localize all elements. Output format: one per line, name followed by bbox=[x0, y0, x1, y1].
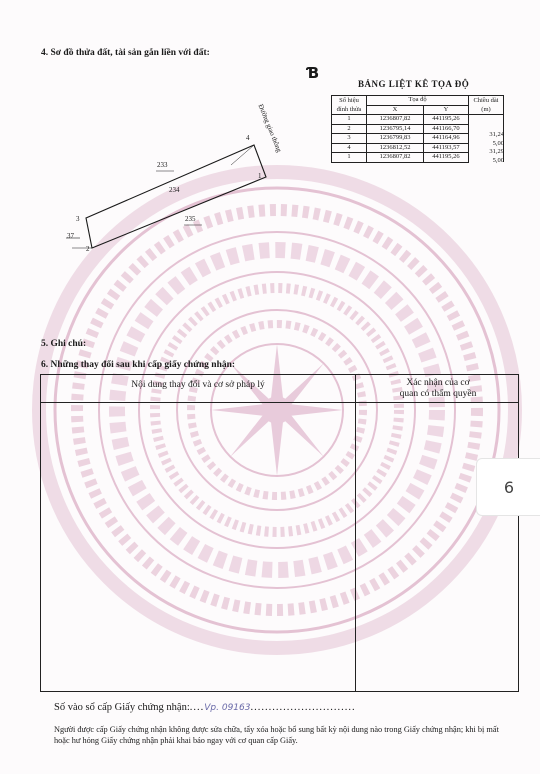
section-5-title: 5. Ghi chú: bbox=[41, 339, 87, 349]
page-number-tab[interactable]: 6 bbox=[476, 458, 540, 516]
point-cell: 1 bbox=[332, 115, 367, 125]
road-label: Đường giao thông bbox=[256, 103, 284, 154]
confirm-column-header bbox=[356, 378, 520, 400]
col-length-header: Chiều dài (m) bbox=[469, 96, 504, 115]
y-cell: 441166,70 bbox=[424, 124, 469, 134]
col-x-header: X bbox=[367, 105, 424, 115]
vertex-4-label: 4 bbox=[246, 134, 250, 142]
x-cell: 1236807,82 bbox=[367, 115, 424, 125]
parcel-37-label: 37 bbox=[67, 232, 74, 240]
north-arrow-icon: Ɓ bbox=[307, 64, 320, 82]
section-6-title: 6. Những thay đổi sau khi cấp giấy chứng nhận: bbox=[41, 360, 236, 370]
changes-table bbox=[40, 374, 519, 692]
x-cell: 1236799,83 bbox=[367, 134, 424, 144]
col-point-header: Số hiệu đỉnh thửa bbox=[332, 96, 367, 115]
edge-length: 31,24 bbox=[489, 131, 504, 138]
parcel-boundary bbox=[86, 145, 266, 248]
confirm-header-line-1: Xác nhận của cơ bbox=[406, 378, 470, 388]
point-cell: 1 bbox=[332, 153, 367, 163]
parcel-235-label: 235 bbox=[185, 215, 196, 223]
confirm-header-line-2: quan có thẩm quyền bbox=[399, 389, 477, 399]
edge-length: 5,00 bbox=[492, 139, 504, 147]
book-number-label: Số vào sổ cấp Giấy chứng nhận: bbox=[54, 702, 190, 713]
x-cell: 1236795,14 bbox=[367, 124, 424, 134]
y-cell: 441195,26 bbox=[424, 153, 469, 163]
point-cell: 2 bbox=[332, 124, 367, 134]
col-y-header: Y bbox=[424, 105, 469, 115]
edge-length: 31,29 bbox=[489, 148, 504, 155]
y-cell: 441193,57 bbox=[424, 143, 469, 153]
section-4-title: 4. Sơ đồ thửa đất, tài sản gắn liền với đất: bbox=[41, 48, 210, 58]
y-cell: 441195,26 bbox=[424, 115, 469, 125]
column-divider bbox=[355, 375, 356, 691]
edge-length: 5,00 bbox=[492, 156, 504, 164]
parcel-234-label: 234 bbox=[169, 186, 180, 194]
header-divider bbox=[41, 402, 518, 403]
point-cell: 3 bbox=[332, 134, 367, 144]
inner-line bbox=[231, 145, 254, 165]
col-coord-header: Tọa độ bbox=[367, 96, 469, 106]
book-number-handwritten: Vp. 09163 bbox=[204, 703, 251, 713]
vertex-1-label: 1 bbox=[258, 172, 262, 180]
x-cell: 1236807,82 bbox=[367, 153, 424, 163]
book-number-line: Số vào sổ cấp Giấy chứng nhận:....Vp. 09163............................. bbox=[54, 702, 356, 713]
coordinate-table-title: BẢNG LIỆT KÊ TỌA ĐỘ bbox=[358, 79, 470, 89]
point-cell: 4 bbox=[332, 143, 367, 153]
parcel-233-label: 233 bbox=[157, 161, 168, 169]
footer-note: Người được cấp Giấy chứng nhận không được sửa chữa, tẩy xóa hoặc bổ sung bất kỳ nội dung nào trong Giấy chứng nhận; khi bị mất hoặc hư hỏng Giấy chứng nhận phải khai báo ngay với cơ quan cấp Giấy. bbox=[54, 725, 499, 745]
vertex-3-label: 3 bbox=[76, 215, 80, 223]
content-column-header: Nội dung thay đổi và cơ sở pháp lý bbox=[131, 380, 265, 390]
y-cell: 441164,96 bbox=[424, 134, 469, 144]
x-cell: 1236812,52 bbox=[367, 143, 424, 153]
vertex-2-label: 2 bbox=[86, 245, 90, 253]
